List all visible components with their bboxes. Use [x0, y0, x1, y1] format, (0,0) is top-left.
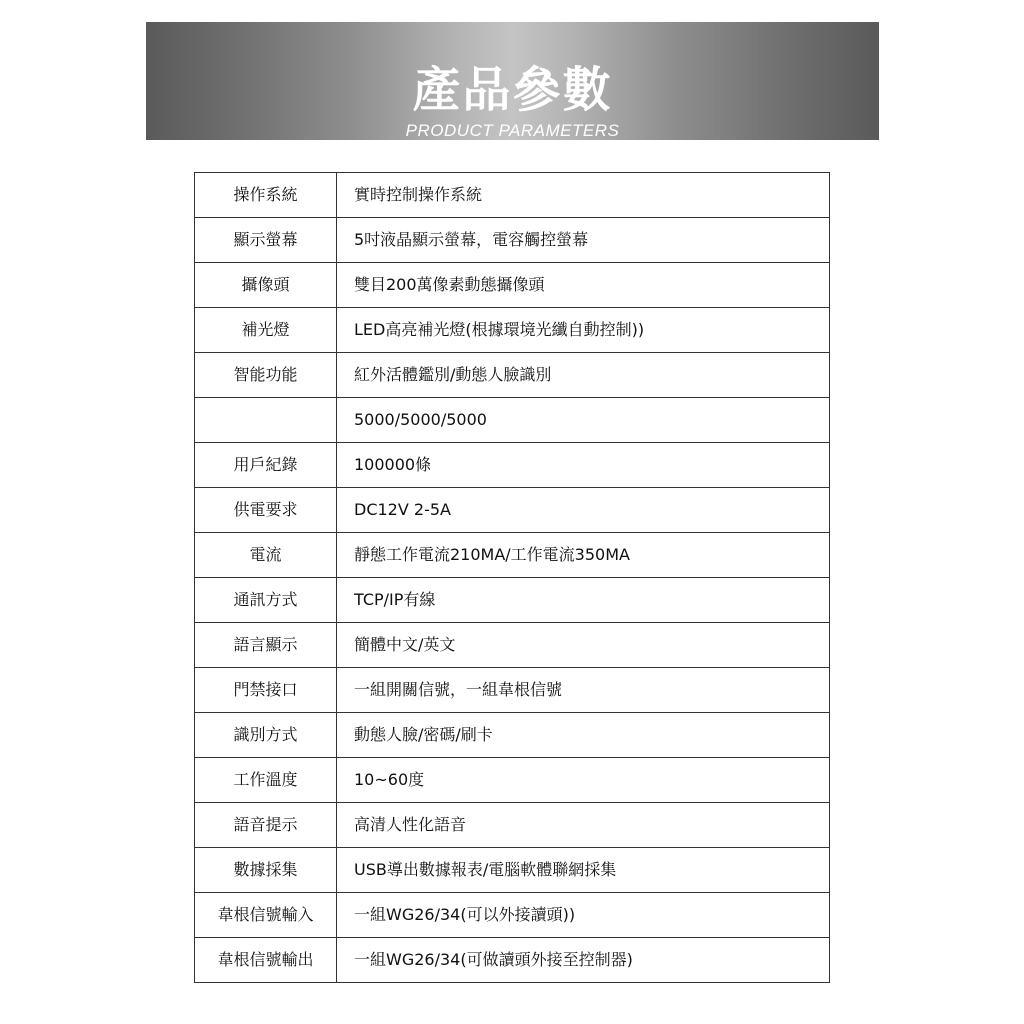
parameter-value: 雙目200萬像素動態攝像頭 [337, 263, 830, 308]
parameter-value: 一組開關信號，一組韋根信號 [337, 668, 830, 713]
parameter-value: 10~60度 [337, 758, 830, 803]
parameter-label: 語言顯示 [195, 623, 337, 668]
table-row [195, 893, 830, 938]
parameter-label: 韋根信號輸入 [195, 893, 337, 938]
parameter-label: 工作溫度 [195, 758, 337, 803]
parameters-table-body [195, 173, 830, 983]
table-row [195, 263, 830, 308]
header-banner [146, 22, 879, 140]
parameter-value: 一組WG26/34(可以外接讀頭)) [337, 893, 830, 938]
table-row [195, 713, 830, 758]
page-title: 產品參數 [412, 62, 613, 118]
parameter-value: 一組WG26/34(可做讀頭外接至控制器) [337, 938, 830, 983]
table-row [195, 578, 830, 623]
parameter-label: 補光燈 [195, 308, 337, 353]
parameter-value: 100000條 [337, 443, 830, 488]
table-row [195, 443, 830, 488]
parameter-value: 5000/5000/5000 [337, 398, 830, 443]
table-row [195, 758, 830, 803]
parameter-label: 韋根信號輸出 [195, 938, 337, 983]
parameter-value: LED高亮補光燈(根據環境光纖自動控制)) [337, 308, 830, 353]
table-row [195, 938, 830, 983]
parameter-value: 簡體中文/英文 [337, 623, 830, 668]
parameter-label: 電流 [195, 533, 337, 578]
table-row [195, 803, 830, 848]
parameter-value: 5吋液晶顯示螢幕，電容觸控螢幕 [337, 218, 830, 263]
parameter-label: 語音提示 [195, 803, 337, 848]
parameter-value: 實時控制操作系統 [337, 173, 830, 218]
parameter-value: 動態人臉/密碼/刷卡 [337, 713, 830, 758]
parameter-label: 顯示螢幕 [195, 218, 337, 263]
table-row [195, 398, 830, 443]
table-row [195, 488, 830, 533]
parameter-value: TCP/IP有線 [337, 578, 830, 623]
table-row [195, 533, 830, 578]
parameter-label [195, 398, 337, 443]
parameter-label: 操作系統 [195, 173, 337, 218]
parameter-label: 門禁接口 [195, 668, 337, 713]
table-row [195, 353, 830, 398]
table-row [195, 848, 830, 893]
parameter-value: 高清人性化語音 [337, 803, 830, 848]
page-subtitle: PRODUCT PARAMETERS [405, 121, 620, 140]
table-row [195, 218, 830, 263]
table-row [195, 308, 830, 353]
parameter-value: USB導出數據報表/電腦軟體聯網採集 [337, 848, 830, 893]
parameter-label: 通訊方式 [195, 578, 337, 623]
table-row [195, 623, 830, 668]
parameter-label: 供電要求 [195, 488, 337, 533]
table-row [195, 668, 830, 713]
parameter-label: 數據採集 [195, 848, 337, 893]
parameter-label: 用戶紀錄 [195, 443, 337, 488]
table-row [195, 173, 830, 218]
parameters-table [194, 172, 830, 983]
parameter-label: 攝像頭 [195, 263, 337, 308]
parameter-value: DC12V 2-5A [337, 488, 830, 533]
parameter-label: 識別方式 [195, 713, 337, 758]
parameter-label: 智能功能 [195, 353, 337, 398]
parameter-value: 紅外活體鑑別/動態人臉識別 [337, 353, 830, 398]
parameter-value: 靜態工作電流210MA/工作電流350MA [337, 533, 830, 578]
